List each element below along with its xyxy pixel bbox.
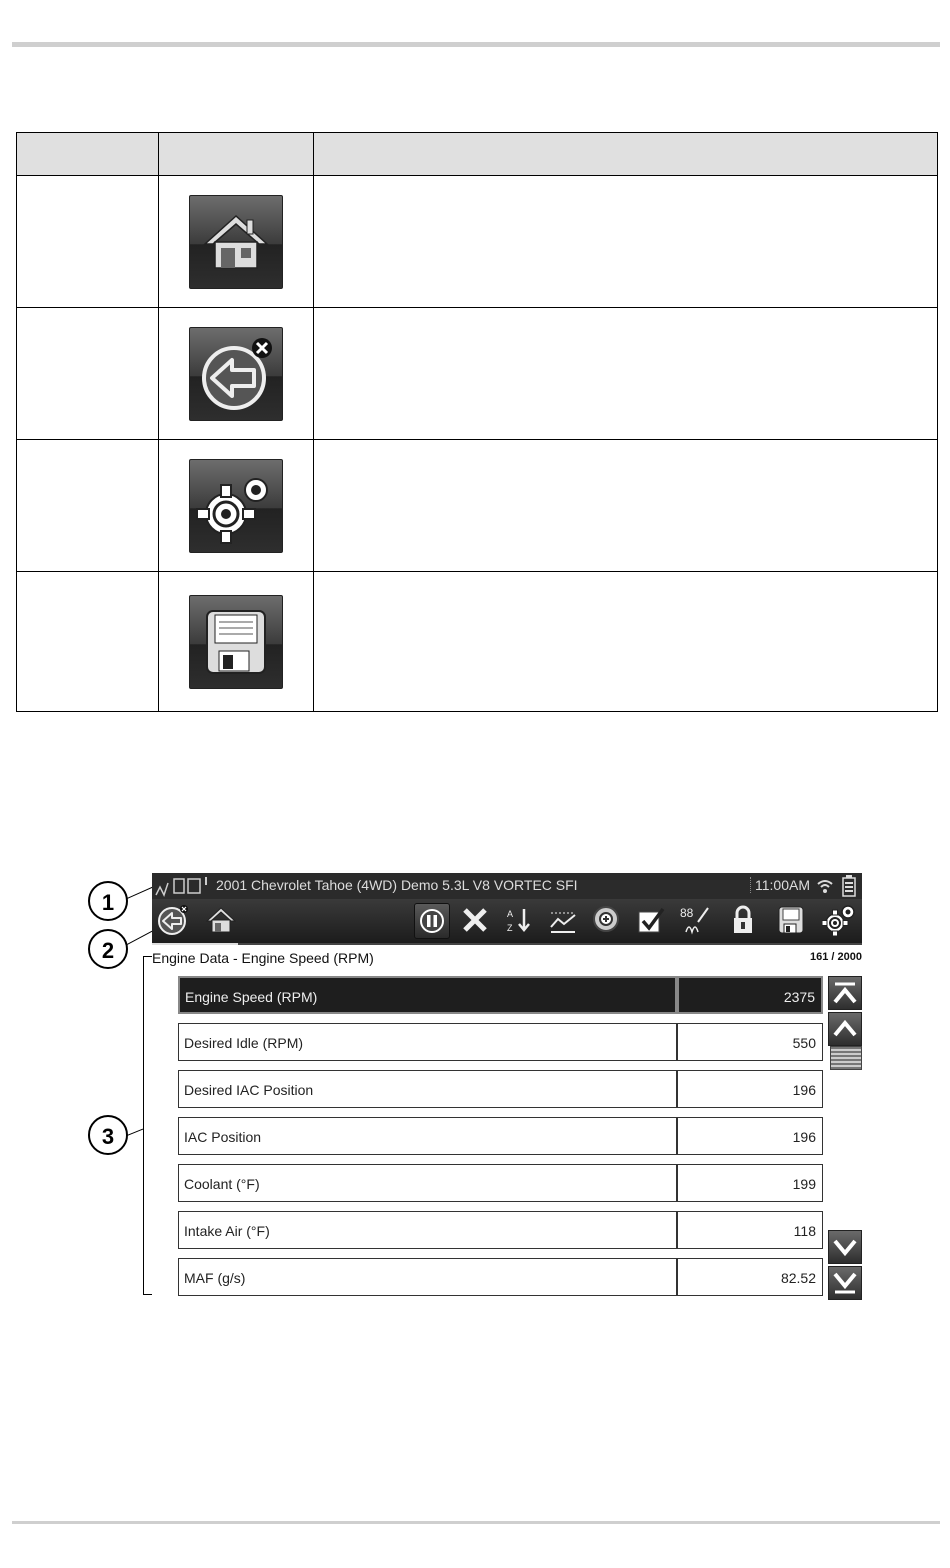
zoom-button[interactable] xyxy=(590,903,624,937)
toolbar xyxy=(152,899,862,943)
back-exit-icon xyxy=(156,903,190,937)
svg-text:A: A xyxy=(507,909,514,919)
pid-name: Coolant (°F) xyxy=(178,1164,677,1202)
callout-2-leader xyxy=(127,930,154,945)
pause-icon xyxy=(419,908,445,934)
home-icon xyxy=(206,906,236,934)
table-row xyxy=(17,308,938,440)
tools-settings-icon xyxy=(822,904,856,936)
home-button[interactable] xyxy=(204,903,238,937)
chevron-down-icon xyxy=(832,1234,858,1260)
pid-name: Engine Speed (RPM) xyxy=(178,976,677,1014)
clock: 11:00AM xyxy=(750,877,810,893)
data-header-title: Engine Data - Engine Speed (RPM) xyxy=(152,950,374,966)
tools-settings-icon xyxy=(189,459,283,553)
pid-row-maf[interactable] xyxy=(178,1258,824,1298)
table-row xyxy=(17,572,938,712)
units-button[interactable] xyxy=(678,903,712,937)
vehicle-title: 2001 Chevrolet Tahoe (4WD) Demo 5.3L V8 VORTEC SFI xyxy=(216,877,578,893)
clear-button[interactable] xyxy=(458,903,492,937)
pid-value: 118 xyxy=(677,1211,823,1249)
lock-button[interactable] xyxy=(726,903,760,937)
pid-value: 196 xyxy=(677,1117,823,1155)
icon-description-cell xyxy=(314,308,938,440)
graph-button[interactable] xyxy=(546,903,580,937)
pid-row-iac-position[interactable] xyxy=(178,1117,824,1157)
header-cell-name xyxy=(17,133,159,176)
pid-name: Desired Idle (RPM) xyxy=(178,1023,677,1061)
record-counter: 161 / 2000 xyxy=(810,951,862,963)
pid-row-desired-idle[interactable] xyxy=(178,1023,824,1063)
header-cell-icon xyxy=(159,133,314,176)
title-bar xyxy=(152,873,862,899)
pid-value: 82.52 xyxy=(677,1258,823,1296)
icon-name-cell xyxy=(17,308,159,440)
pause-button[interactable] xyxy=(414,903,450,939)
units-icon xyxy=(678,904,712,936)
header-cell-description xyxy=(314,133,938,176)
pid-row-coolant[interactable] xyxy=(178,1164,824,1204)
sort-button[interactable] xyxy=(502,903,536,937)
pid-name: Desired IAC Position xyxy=(178,1070,677,1108)
checkmark-icon xyxy=(636,905,666,935)
pid-row-intake-air[interactable] xyxy=(178,1211,824,1251)
back-exit-icon xyxy=(189,327,283,421)
icon-name-cell xyxy=(17,572,159,712)
pid-value: 2375 xyxy=(677,976,823,1014)
svg-text:Z: Z xyxy=(507,923,513,933)
lock-icon xyxy=(730,905,756,935)
scan-tool-screen xyxy=(152,873,862,1300)
data-list-bracket xyxy=(143,956,152,1295)
clear-x-icon xyxy=(460,905,490,935)
back-button[interactable] xyxy=(156,903,190,937)
table-row xyxy=(17,176,938,308)
pid-name: MAF (g/s) xyxy=(178,1258,677,1296)
icon-table-header xyxy=(17,133,938,176)
scroll-to-bottom-icon xyxy=(832,1270,858,1296)
scrollbar[interactable] xyxy=(828,976,862,1300)
wifi-icon xyxy=(816,878,834,894)
callout-3: 3 xyxy=(88,1115,128,1155)
select-button[interactable] xyxy=(634,903,668,937)
sort-icon xyxy=(504,905,534,935)
icon-name-cell xyxy=(17,440,159,572)
footer-rule xyxy=(12,1521,940,1524)
scroll-top-button[interactable] xyxy=(828,976,862,1010)
zoom-icon xyxy=(591,904,623,936)
save-floppy-icon xyxy=(189,595,283,689)
callout-1: 1 xyxy=(88,881,128,921)
pid-row-engine-speed[interactable] xyxy=(178,976,824,1016)
scroll-down-button[interactable] xyxy=(828,1230,862,1264)
icon-description-cell xyxy=(314,440,938,572)
scroll-up-button[interactable] xyxy=(828,1012,862,1046)
pid-name: Intake Air (°F) xyxy=(178,1211,677,1249)
scroll-bottom-button[interactable] xyxy=(828,1266,862,1300)
icon-table xyxy=(16,132,938,712)
table-row xyxy=(17,440,938,572)
icon-description-cell xyxy=(314,572,938,712)
pid-row-desired-iac-position[interactable] xyxy=(178,1070,824,1110)
graph-icon xyxy=(548,905,578,935)
chevron-up-icon xyxy=(832,1016,858,1042)
connection-status-icon xyxy=(154,875,212,897)
pid-value: 550 xyxy=(677,1023,823,1061)
callout-1-leader xyxy=(127,886,155,899)
pid-value: 199 xyxy=(677,1164,823,1202)
header-rule xyxy=(12,42,940,47)
pid-value: 196 xyxy=(677,1070,823,1108)
battery-icon xyxy=(842,875,856,897)
data-header xyxy=(152,945,862,969)
scroll-thumb[interactable] xyxy=(830,1046,862,1070)
pid-name: IAC Position xyxy=(178,1117,677,1155)
callout-2: 2 xyxy=(88,929,128,969)
svg-text:88: 88 xyxy=(680,906,694,920)
save-button[interactable] xyxy=(774,903,808,937)
scroll-to-top-icon xyxy=(832,980,858,1006)
callout-3-leader xyxy=(127,1129,143,1136)
icon-description-cell xyxy=(314,176,938,308)
icon-name-cell xyxy=(17,176,159,308)
save-floppy-icon xyxy=(777,905,805,935)
home-icon xyxy=(189,195,283,289)
tools-button[interactable] xyxy=(822,903,856,937)
